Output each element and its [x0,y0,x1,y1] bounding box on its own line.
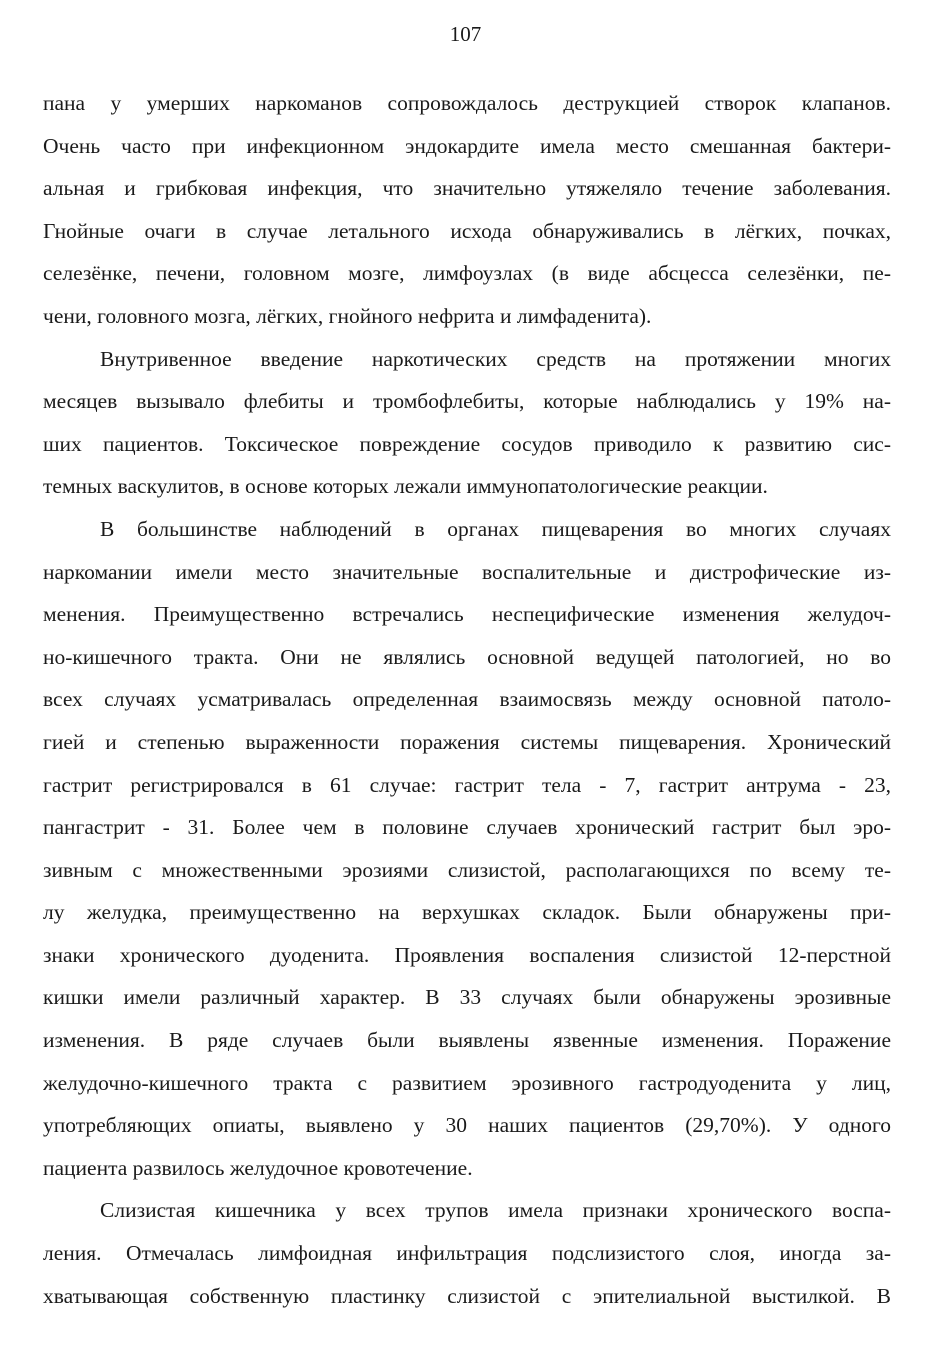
text-line: гией и степенью выраженности поражения системы пищеварения. Хронический [43,729,891,754]
text-line: В большинстве наблюдений в органах пищеварения во многих случаях [100,516,891,541]
text-line: употребляющих опиаты, выявлено у 30 наших пациентов (29,70%). У одного [43,1113,891,1138]
text-line: кишки имели различный характер. В 33 случаях были обнаружены эрозивные [43,985,891,1010]
text-line: Слизистая кишечника у всех трупов имела признаки хронического воспа- [100,1198,891,1223]
text-line: пана у умерших наркоманов сопровождалось деструкцией створок клапанов. [43,91,891,115]
text-line: всех случаях усматривалась определенная взаимосвязь между основной патоло- [43,687,891,712]
text-line: изменения. В ряде случаев были выявлены язвенные изменения. Поражение [43,1028,891,1053]
paragraph [43,514,891,1196]
text-line: гастрит регистрировался в 61 случае: гастрит тела - 7, гастрит антрума - 23, [43,772,891,797]
text-line: селезёнке, печени, головном мозге, лимфоузлах (в виде абсцесса селезёнки, пе- [43,261,891,286]
paragraph [43,344,891,514]
text-line: пангастрит - 31. Более чем в половине случаев хронический гастрит был эро- [43,815,891,840]
paragraph [43,1195,891,1323]
text-line: Внутривенное введение наркотических средств на протяжении многих [100,346,891,371]
text-line: Очень часто при инфекционном эндокардите имела место смешанная бактери- [43,133,891,158]
document-body [43,88,891,1323]
text-line: желудочно-кишечного тракта с развитием эрозивного гастродуоденита у лиц, [43,1070,891,1095]
text-line: Гнойные очаги в случае летального исхода обнаруживались в лёгких, почках, [43,218,891,243]
text-line: но-кишечного тракта. Они не являлись основной ведущей патологией, но во [43,644,891,669]
text-line: знаки хронического дуоденита. Проявления воспаления слизистой 12-перстной [43,942,891,967]
page-number: 107 [449,22,482,46]
text-line: хватывающая собственную пластинку слизистой с эпителиальной выстилкой. В [43,1283,891,1308]
text-line: темных васкулитов, в основе которых лежали иммунопатологические реакции. [43,474,768,499]
text-line: пациента развилось желудочное кровотечение. [43,1155,473,1180]
text-line: зивным с множественными эрозиями слизистой, располагающихся по всему те- [43,857,891,882]
text-line: месяцев вызывало флебиты и тромбофлебиты, которые наблюдались у 19% на- [43,389,891,414]
text-line: наркомании имели место значительные воспалительные и дистрофические из- [43,559,891,584]
text-line: лу желудка, преимущественно на верхушках складок. Были обнаружены при- [43,900,891,925]
paragraph [43,88,891,344]
text-line: менения. Преимущественно встречались неспецифические изменения желудоч- [43,602,891,627]
text-line: ших пациентов. Токсическое повреждение сосудов приводило к развитию сис- [43,431,891,456]
text-line: альная и грибковая инфекция, что значительно утяжеляло течение заболевания. [43,176,891,201]
text-line: чени, головного мозга, лёгких, гнойного нефрита и лимфаденита). [43,303,652,328]
text-line: ления. Отмечалась лимфоидная инфильтрация подслизистого слоя, иногда за- [43,1241,891,1266]
